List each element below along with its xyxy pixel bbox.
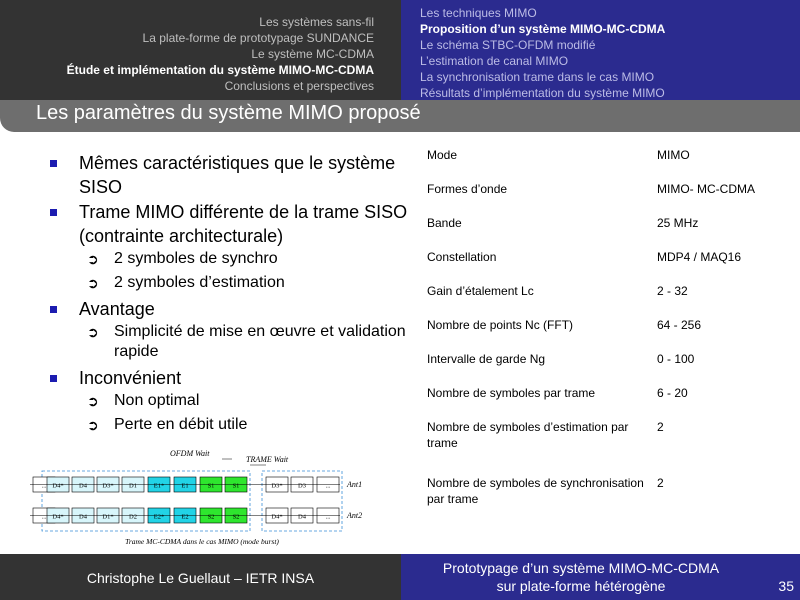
table-row (427, 385, 787, 419)
sub-bullet-item (48, 391, 408, 411)
nav-section-item[interactable]: Conclusions et perspectives (224, 79, 374, 93)
section-navigation (67, 14, 374, 94)
table-row (427, 419, 787, 475)
slide-title: Les paramètres du système MIMO proposé (36, 102, 421, 124)
trame-wait-label: TRAME Wait (246, 455, 289, 464)
title-bar (0, 100, 800, 132)
ant2-row-cell-label: D4* (271, 513, 283, 521)
sub-bullet-item (48, 249, 408, 269)
table-row (427, 215, 787, 249)
ant2-row-cell-label: ... (325, 513, 331, 521)
arrow-bullet-icon: ➲ (87, 324, 99, 340)
bullet-item (48, 297, 408, 321)
footer-title-line2: sur plate-forme hétérogène (496, 578, 666, 594)
header-right-panel (401, 0, 800, 100)
sub-bullet-item (48, 273, 408, 293)
param-name: Formes d’onde (427, 182, 508, 196)
ant2-row-cell-label: D2 (129, 513, 137, 521)
nav-subsection-item[interactable]: La synchronisation trame dans le cas MIMO (420, 70, 655, 84)
square-bullet-icon (50, 160, 57, 167)
sub-bullet-text: Simplicité de mise en œuvre et validation rapide (114, 323, 406, 360)
ant1-row-cell-label: D4* (52, 482, 64, 490)
footer-left-panel (0, 554, 401, 600)
param-name: Constellation (427, 250, 497, 264)
param-name: Intervalle de garde Ng (427, 352, 546, 366)
table-row (427, 181, 787, 215)
parameter-table (427, 147, 787, 525)
sub-bullet-text: 2 symboles d’estimation (114, 274, 285, 291)
ant2-row-cell-label: E2* (153, 513, 165, 521)
param-value: 64 - 256 (657, 318, 702, 332)
sub-bullet-item (48, 415, 408, 435)
param-name: Nombre de symboles par trame (427, 386, 596, 400)
ant2-row-cell-label: ... (41, 513, 47, 521)
table-row (427, 317, 787, 351)
table-row (427, 351, 787, 385)
nav-subsection-item[interactable]: Les techniques MIMO (420, 6, 537, 20)
ant1-row-cell-label: ... (325, 482, 331, 490)
sub-bullet-item (48, 322, 408, 362)
arrow-bullet-icon: ➲ (87, 251, 99, 267)
arrow-bullet-icon: ➲ (87, 393, 99, 409)
square-bullet-icon (50, 306, 57, 313)
ant1-row-cell-label: D3* (271, 482, 283, 490)
page-number: 35 (778, 578, 794, 594)
footer-right-panel (401, 554, 800, 600)
param-value: 0 - 100 (657, 352, 695, 366)
bullet-item (48, 151, 408, 199)
ant2-row-cell-label: D4 (79, 513, 87, 521)
sub-bullet-text: Perte en débit utile (114, 416, 248, 433)
sub-bullet-text: 2 symboles de synchro (114, 250, 278, 267)
table-row (427, 283, 787, 317)
ant1-label: Ant1 (347, 480, 363, 489)
footer-title (401, 559, 761, 595)
nav-section-item[interactable]: La plate-forme de prototypage SUNDANCE (142, 31, 374, 45)
ant2-row-cell-label: D4* (52, 513, 64, 521)
param-name: Mode (427, 148, 458, 162)
arrow-bullet-icon: ➲ (87, 417, 99, 433)
bullet-list (48, 151, 408, 439)
table-row (427, 147, 787, 181)
ant2-row-cell-label: D1* (102, 513, 114, 521)
param-value: MDP4 / MAQ16 (657, 250, 742, 264)
arrow-bullet-icon: ➲ (87, 275, 99, 291)
param-name: Nombre de symboles de synchronisation par trame (427, 476, 644, 506)
footer-title-line1: Prototypage d’un système MIMO-MC-CDMA (442, 560, 720, 576)
nav-subsection-item[interactable]: Proposition d’un système MIMO-MC-CDMA (420, 22, 666, 36)
footer-author: Christophe Le Guellaut – IETR INSA (86, 570, 315, 586)
ant1-row-cell-label: S1 (232, 482, 240, 490)
header-left-panel (0, 0, 401, 100)
nav-section-item[interactable]: Les systèmes sans-fil (259, 15, 374, 29)
nav-subsection-item[interactable]: L’estimation de canal MIMO (420, 54, 569, 68)
table-row (427, 475, 787, 525)
ant1-row-cell-label: ... (41, 482, 47, 490)
param-value: 2 (657, 476, 664, 490)
param-name: Nombre de points Nc (FFT) (427, 318, 574, 332)
param-value: 25 MHz (657, 216, 699, 230)
ant1-row-cell-label: D4 (79, 482, 87, 490)
ant1-row-cell-label: S1 (207, 482, 215, 490)
square-bullet-icon (50, 375, 57, 382)
ant2-label: Ant2 (347, 511, 363, 520)
ant1-row-cell-label: D3 (298, 482, 306, 490)
nav-subsection-item[interactable]: Résultats d’implémentation du système MIMO (420, 86, 665, 100)
ant2-row-cell-label: S2 (207, 513, 215, 521)
bullet-item (48, 200, 408, 248)
ant2-row-cell-label: E2 (181, 513, 189, 521)
square-bullet-icon (50, 209, 57, 216)
frame-diagram (30, 447, 375, 547)
nav-subsection-item[interactable]: Le schéma STBC-OFDM modifié (420, 38, 596, 52)
param-value: 2 (657, 420, 664, 434)
bullet-text: Mêmes caractéristiques que le système SISO (79, 153, 396, 197)
table-row (427, 249, 787, 283)
bullet-text: Trame MIMO différente de la trame SISO (contrainte architecturale) (79, 202, 408, 246)
ant2-row-cell-label: S2 (232, 513, 240, 521)
ofdm-wait-label: OFDM Wait (170, 449, 210, 458)
param-value: 2 - 32 (657, 284, 688, 298)
bullet-item (48, 366, 408, 390)
subsection-navigation (420, 5, 665, 101)
param-value: MIMO- MC-CDMA (657, 182, 755, 196)
ant1-row-cell-label: D1 (129, 482, 137, 490)
ant2-row-cell-label: D4 (298, 513, 306, 521)
diagram-caption: Trame MC-CDMA dans le cas MIMO (mode burst) (125, 537, 279, 546)
ant1-row-cell-label: D3* (102, 482, 114, 490)
ant1-row-cell-label: E1* (153, 482, 165, 490)
bullet-text: Avantage (79, 299, 155, 319)
param-value: MIMO (657, 148, 690, 162)
param-name: Nombre de symboles d’estimation par trame (427, 420, 629, 450)
bullet-text: Inconvénient (79, 368, 182, 388)
ant1-row-cell-label: E1 (181, 482, 189, 490)
sub-bullet-text: Non optimal (114, 392, 200, 409)
param-value: 6 - 20 (657, 386, 688, 400)
param-name: Bande (427, 216, 462, 230)
nav-section-item[interactable]: Le système MC-CDMA (251, 47, 374, 61)
nav-section-item[interactable]: Étude et implémentation du système MIMO-MC-CDMA (66, 63, 374, 77)
param-name: Gain d’étalement Lc (427, 284, 534, 298)
